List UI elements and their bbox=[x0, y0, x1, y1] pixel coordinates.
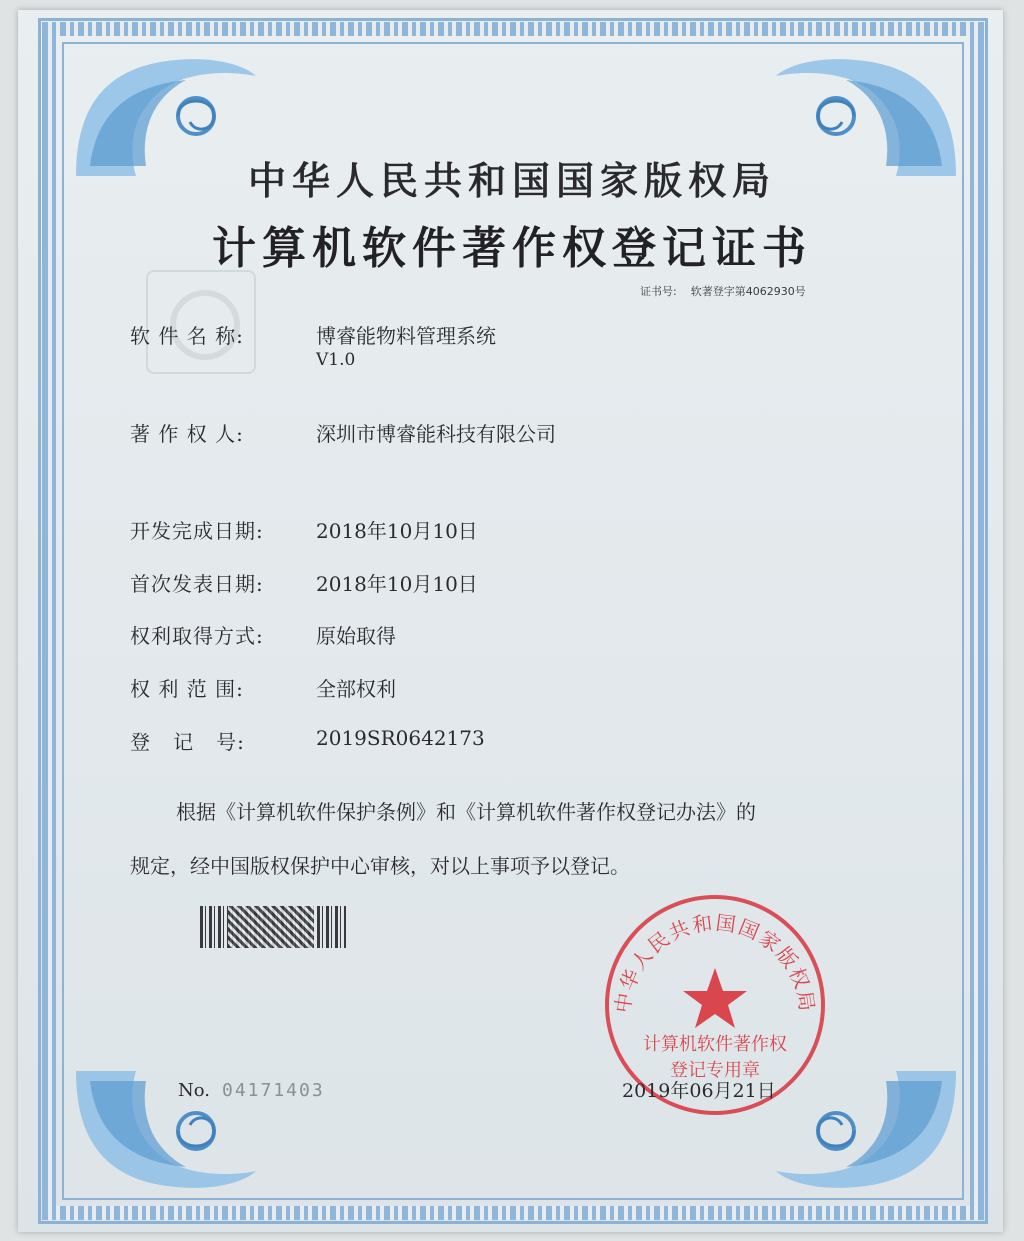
issue-date: 2019年06月21日 bbox=[622, 1080, 776, 1102]
copyright-owner-value: 深圳市博睿能科技有限公司 bbox=[316, 422, 556, 446]
statement-line-1: 根据《计算机软件保护条例》和《计算机软件著作权登记办法》的 bbox=[176, 800, 756, 824]
software-name-label: 软 件 名 称: bbox=[130, 324, 244, 348]
software-name-row bbox=[130, 320, 496, 349]
publication-date-label: 首次发表日期: bbox=[130, 572, 264, 596]
cert-no-label: 证书号: bbox=[640, 285, 677, 298]
security-code-pattern bbox=[228, 906, 314, 948]
star-icon bbox=[683, 968, 747, 1028]
seal-ring-text: 中华人民共和国国家版权局 bbox=[610, 910, 820, 1015]
seal-text-line-2: 登记专用章 bbox=[670, 1060, 760, 1081]
rights-scope-value: 全部权利 bbox=[316, 677, 396, 701]
serial-no-value: 04171403 bbox=[222, 1080, 325, 1101]
statement-line-2: 规定，经中国版权保护中心审核，对以上事项予以登记。 bbox=[130, 854, 630, 878]
publication-date-row bbox=[130, 568, 478, 597]
development-date-value: 2018年10月10日 bbox=[316, 519, 478, 543]
serial-number-line bbox=[178, 1080, 325, 1101]
registration-number-row bbox=[130, 726, 485, 755]
seal-text-line-1: 计算机软件著作权 bbox=[643, 1034, 787, 1055]
copyright-owner-row bbox=[130, 418, 556, 447]
publication-date-value: 2018年10月10日 bbox=[316, 572, 478, 596]
issuing-authority: 中华人民共和国国家版权局 bbox=[247, 158, 776, 203]
rights-scope-row bbox=[130, 673, 396, 702]
registration-number-label: 登 记 号: bbox=[130, 730, 245, 754]
certificate-title: 计算机软件著作权登记证书 bbox=[212, 223, 812, 274]
certificate-number bbox=[640, 283, 806, 299]
development-date-label: 开发完成日期: bbox=[130, 519, 264, 543]
acquisition-method-value: 原始取得 bbox=[316, 624, 396, 648]
acquisition-method-row bbox=[130, 620, 396, 649]
development-date-row bbox=[130, 515, 478, 544]
software-name-value: 博睿能物料管理系统 bbox=[316, 324, 496, 348]
acquisition-method-label: 权利取得方式: bbox=[130, 624, 264, 648]
copyright-owner-label: 著 作 权 人: bbox=[130, 422, 244, 446]
registration-number-value: 2019SR0642173 bbox=[316, 726, 485, 750]
serial-no-label: No. bbox=[178, 1080, 210, 1101]
rights-scope-label: 权 利 范 围: bbox=[130, 677, 244, 701]
cert-no-value: 软著登字第4062930号 bbox=[690, 285, 806, 298]
software-version: V1.0 bbox=[316, 350, 356, 370]
